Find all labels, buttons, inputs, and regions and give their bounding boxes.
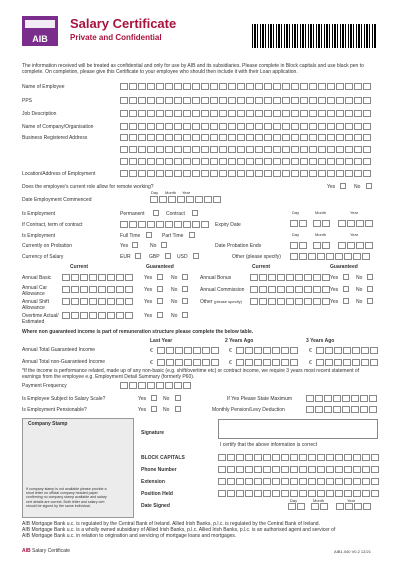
- pension-yes: Yes: [138, 407, 147, 413]
- label-probation-ends: Date Probation Ends: [215, 243, 262, 249]
- ext-cells[interactable]: [218, 478, 379, 485]
- total-non-guaranteed-last-currency: €: [150, 360, 153, 366]
- overtime-guaranteed-no-label: No: [171, 313, 178, 319]
- legal-1: AIB Mortgage Bank u.c. is regulated by the Central Bank of Ireland. Allied Irish Banks, p.l.c. is regulated by the Central Bank of Ireland.: [22, 521, 320, 527]
- commenced-day-label: Day: [151, 190, 159, 195]
- bonus-guaranteed-no-label: No: [356, 275, 363, 281]
- commenced-year-label: Year: [182, 190, 191, 195]
- commenced-year[interactable]: [186, 196, 221, 203]
- scale-no-box[interactable]: [175, 395, 181, 401]
- remote-no: No: [354, 184, 361, 190]
- probation-no-box[interactable]: [161, 242, 167, 248]
- expiry-day[interactable]: [290, 220, 307, 227]
- income-current-header: Current: [70, 264, 89, 270]
- total-guaranteed-last[interactable]: [157, 347, 219, 354]
- expiry-day-label: Day: [292, 210, 300, 215]
- signed-day-label: Day: [290, 498, 298, 503]
- other-guaranteed-no-box[interactable]: [367, 298, 373, 304]
- signed-year[interactable]: [336, 503, 371, 510]
- fulltime-box[interactable]: [146, 232, 152, 238]
- label-company: Name of Company/Organisation: [22, 124, 94, 130]
- block-cells[interactable]: [218, 454, 379, 461]
- shift-guaranteed-yes-label: Yes: [144, 299, 153, 305]
- label-expiry: Expiry Date: [215, 222, 241, 228]
- basic-guaranteed-yes-label: Yes: [144, 275, 153, 281]
- other-current[interactable]: [250, 298, 330, 305]
- expiry-month-label: Month: [315, 210, 327, 215]
- car-guaranteed-yes-label: Yes: [144, 287, 153, 293]
- car-guaranteed-yes-box[interactable]: [157, 286, 163, 292]
- commenced-month[interactable]: [168, 196, 185, 203]
- probation-end-day[interactable]: [290, 242, 307, 249]
- other-guaranteed-no-label: No: [356, 299, 363, 305]
- signed-month-label: Month: [313, 498, 325, 503]
- label-scale: Is Employee Subject to Salary Scale?: [22, 396, 106, 402]
- bonus-guaranteed-no-box[interactable]: [367, 274, 373, 280]
- label-commenced: Date Employment Commenced: [22, 197, 92, 203]
- structure-note: Where non guaranteed income is part of remuneration structure please complete the below table.: [22, 329, 254, 335]
- signed-year-label: Year: [347, 498, 356, 503]
- total-guaranteed-three[interactable]: [316, 347, 378, 354]
- position-cells[interactable]: [218, 490, 379, 497]
- commenced-month-label: Month: [165, 190, 177, 195]
- location-cells[interactable]: [120, 170, 371, 177]
- gbp-box[interactable]: [165, 253, 171, 259]
- probation-day-label: Day: [292, 232, 300, 237]
- footer-left: AIB Salary Certificate: [22, 548, 71, 554]
- label-car: Annual Car Allowance: [22, 285, 48, 297]
- contract-label: Contract: [166, 211, 185, 217]
- income-current-header-2: Current: [252, 264, 271, 270]
- other-currency-label: Other (please specify): [232, 254, 281, 260]
- label-payment: Payment Frequency: [22, 383, 67, 389]
- bonus-current[interactable]: [250, 274, 330, 281]
- label-location: Location/Address of Employment: [22, 171, 96, 177]
- pps-cells[interactable]: [120, 97, 371, 104]
- signed-month[interactable]: [311, 503, 328, 510]
- income-guaranteed-header-2: Guaranteed: [330, 264, 358, 270]
- label-basic: Annual Basic: [22, 275, 52, 281]
- scale-yes: Yes: [138, 396, 147, 402]
- shift-guaranteed-no-box[interactable]: [182, 298, 188, 304]
- page-subtitle: Private and Confidential: [70, 33, 162, 42]
- probation-no: No: [150, 243, 157, 249]
- legal-3: AIB Mortgage Bank u.c. in relation to origination and servicing of mortgage loans and mortgages.: [22, 533, 237, 539]
- two-years-header: 2 Years Ago: [225, 338, 254, 344]
- car-guaranteed-no-box[interactable]: [182, 286, 188, 292]
- overtime-current[interactable]: [62, 312, 133, 319]
- label-shift: Annual Shift Allowance: [22, 299, 49, 311]
- overtime-guaranteed-yes-label: Yes: [144, 313, 153, 319]
- basic-guaranteed-yes-box[interactable]: [157, 274, 163, 280]
- probation-month-label: Month: [315, 232, 327, 237]
- total-non-guaranteed-two[interactable]: [236, 359, 298, 366]
- basic-current[interactable]: [62, 274, 133, 281]
- company-cells[interactable]: [120, 123, 371, 130]
- gbp-label: GBP: [149, 254, 160, 260]
- pension-no-box[interactable]: [175, 406, 181, 412]
- label-block: BLOCK CAPITALS: [141, 455, 185, 461]
- permanent-label: Permanent: [120, 211, 145, 217]
- usd-box[interactable]: [193, 253, 199, 259]
- stamp-note: If company stamp is not available please provide a short letter on official company headed paper confirming no company stamp available and salary cert details are correct. Both letter and salary cert should be signed by the same individual.: [26, 487, 107, 508]
- probation-year-label: Year: [350, 232, 359, 237]
- expiry-year-label: Year: [350, 210, 359, 215]
- commenced-day[interactable]: [150, 196, 167, 203]
- last-year-header: Last Year: [150, 338, 173, 344]
- label-overtime: Overtime Actual/ Estimated: [22, 313, 59, 325]
- remote-yes-box[interactable]: [340, 183, 346, 189]
- commission-guaranteed-yes-box[interactable]: [343, 286, 349, 292]
- address-cells-3[interactable]: [120, 158, 371, 165]
- basic-guaranteed-no-label: No: [171, 275, 178, 281]
- probation-yes: Yes: [120, 243, 129, 249]
- phone-cells[interactable]: [218, 466, 379, 473]
- job-cells[interactable]: [120, 110, 371, 117]
- max-cells[interactable]: [306, 395, 377, 402]
- stamp-title: Company Stamp: [28, 421, 68, 427]
- total-non-guaranteed-three-currency: €: [309, 360, 312, 366]
- label-commission: Annual Commission: [200, 287, 245, 293]
- label-pensionable: Is Employment Pensionable?: [22, 407, 87, 413]
- label-total-guaranteed: Annual Total Guaranteed Income: [22, 347, 96, 353]
- overtime-guaranteed-no-box[interactable]: [182, 312, 188, 318]
- total-non-guaranteed-last[interactable]: [157, 359, 219, 366]
- total-guaranteed-two-currency: €: [229, 348, 232, 354]
- label-probation: Currently on Probation: [22, 243, 73, 249]
- label-signature: Signature: [141, 430, 165, 436]
- label-address: Business Registered Address: [22, 135, 88, 141]
- total-guaranteed-last-currency: €: [150, 348, 153, 354]
- logo-mark-icon: [22, 16, 58, 46]
- footer-right: AIB1.040 V0.2 12/21: [334, 549, 371, 554]
- car-current[interactable]: [62, 286, 133, 293]
- overtime-guaranteed-yes-box[interactable]: [157, 312, 163, 318]
- legal-2: AIB Mortgage Bank u.c. is a wholly owned subsidiary of Allied Irish Banks, p.l.c. Allied Irish Banks, p.l.c. is an authorised agent and servicer of: [22, 527, 336, 533]
- scale-yes-box[interactable]: [151, 395, 157, 401]
- intro-text: The information received will be treated as confidential and only for use by AIB and its subsidiaries. Please complete in Block capitals and use black pen to complete. On completion, please give this Certificate to your employee who should then include it with their Loan application.: [22, 63, 364, 75]
- label-currency: Currency of Salary: [22, 254, 64, 260]
- svg-text:AIB: AIB: [32, 34, 48, 44]
- probation-yes-box[interactable]: [132, 242, 138, 248]
- label-contract-term: If Contract, term of contract: [22, 222, 83, 228]
- total-guaranteed-three-currency: €: [309, 348, 312, 354]
- expiry-year[interactable]: [338, 220, 373, 227]
- label-max: If Yes Please State Maximum: [227, 396, 293, 402]
- contract-box[interactable]: [192, 210, 198, 216]
- address-cells-2[interactable]: [120, 146, 371, 153]
- three-years-header: 3 Years Ago: [306, 338, 335, 344]
- label-bonus: Annual Bonus: [200, 275, 232, 281]
- page-title: Salary Certificate: [70, 16, 177, 31]
- total-guaranteed-two[interactable]: [236, 347, 298, 354]
- car-guaranteed-no-label: No: [171, 287, 178, 293]
- signed-day[interactable]: [288, 503, 305, 510]
- signature-field[interactable]: [218, 419, 378, 439]
- label-is-employment: Is Employment: [22, 233, 56, 239]
- label-monthly: Monthly Pension/Levy Deduction: [212, 407, 285, 413]
- basic-guaranteed-no-box[interactable]: [182, 274, 188, 280]
- shift-guaranteed-yes-box[interactable]: [157, 298, 163, 304]
- total-non-guaranteed-three[interactable]: [316, 359, 378, 366]
- eur-box[interactable]: [135, 253, 141, 259]
- expiry-month[interactable]: [313, 220, 330, 227]
- pension-no: No: [163, 407, 170, 413]
- label-job: Job Description: [22, 111, 57, 117]
- bonus-guaranteed-yes-box[interactable]: [343, 274, 349, 280]
- usd-label: USD: [177, 254, 188, 260]
- label-pps: PPS: [22, 98, 33, 104]
- barcode: [252, 24, 377, 48]
- commission-guaranteed-yes-label: Yes: [330, 287, 339, 293]
- address-cells-1[interactable]: [120, 134, 371, 141]
- parttime-label: Part Time: [162, 233, 184, 239]
- scale-no: No: [163, 396, 170, 402]
- probation-end-month[interactable]: [313, 242, 330, 249]
- bonus-guaranteed-yes-label: Yes: [330, 275, 339, 281]
- label-position: Position Held: [141, 491, 173, 497]
- remote-no-box[interactable]: [366, 183, 372, 189]
- other-currency-cells[interactable]: [290, 253, 370, 260]
- label-name: Name of Employee: [22, 84, 65, 90]
- shift-current[interactable]: [62, 298, 133, 305]
- commission-current[interactable]: [250, 286, 330, 293]
- label-other-income: Other (please specify): [200, 299, 242, 305]
- contract-term-cells[interactable]: [120, 221, 209, 228]
- label-ext: Extension: [141, 479, 165, 485]
- commission-guaranteed-no-label: No: [356, 287, 363, 293]
- eur-label: EUR: [120, 254, 131, 260]
- probation-end-year[interactable]: [338, 242, 373, 249]
- parttime-box[interactable]: [189, 232, 195, 238]
- aib-logo: [22, 16, 58, 46]
- fulltime-label: Full Time: [120, 233, 141, 239]
- label-signed: Date Signed: [141, 503, 170, 509]
- permanent-box[interactable]: [153, 210, 159, 216]
- pension-yes-box[interactable]: [151, 406, 157, 412]
- shift-guaranteed-no-label: No: [171, 299, 178, 305]
- performance-note: *If the income is performance related, made up of any non-basic (e.g. shift/overtime etc) or contract income, we require 3 years most recent statement of earnings from the employee e.g. Employment Detail Summary (formerly P60).: [22, 368, 360, 380]
- payment-cells[interactable]: [120, 382, 191, 389]
- commission-guaranteed-no-box[interactable]: [367, 286, 373, 292]
- certify-text: I certify that the above information is correct: [220, 442, 317, 448]
- label-remote: Does the employee's current role allow for remote working?: [22, 184, 154, 190]
- label-employment: Is Employment: [22, 211, 56, 217]
- monthly-cells[interactable]: [306, 406, 377, 413]
- label-total-non-guaranteed: Annual Total non-Guaranteed Income: [22, 359, 106, 365]
- other-guaranteed-yes-box[interactable]: [343, 298, 349, 304]
- income-guaranteed-header: Guaranteed: [146, 264, 174, 270]
- other-guaranteed-yes-label: Yes: [330, 299, 339, 305]
- total-non-guaranteed-two-currency: €: [229, 360, 232, 366]
- name-cells[interactable]: [120, 83, 371, 90]
- label-phone: Phone Number: [141, 467, 177, 473]
- remote-yes: Yes: [327, 184, 336, 190]
